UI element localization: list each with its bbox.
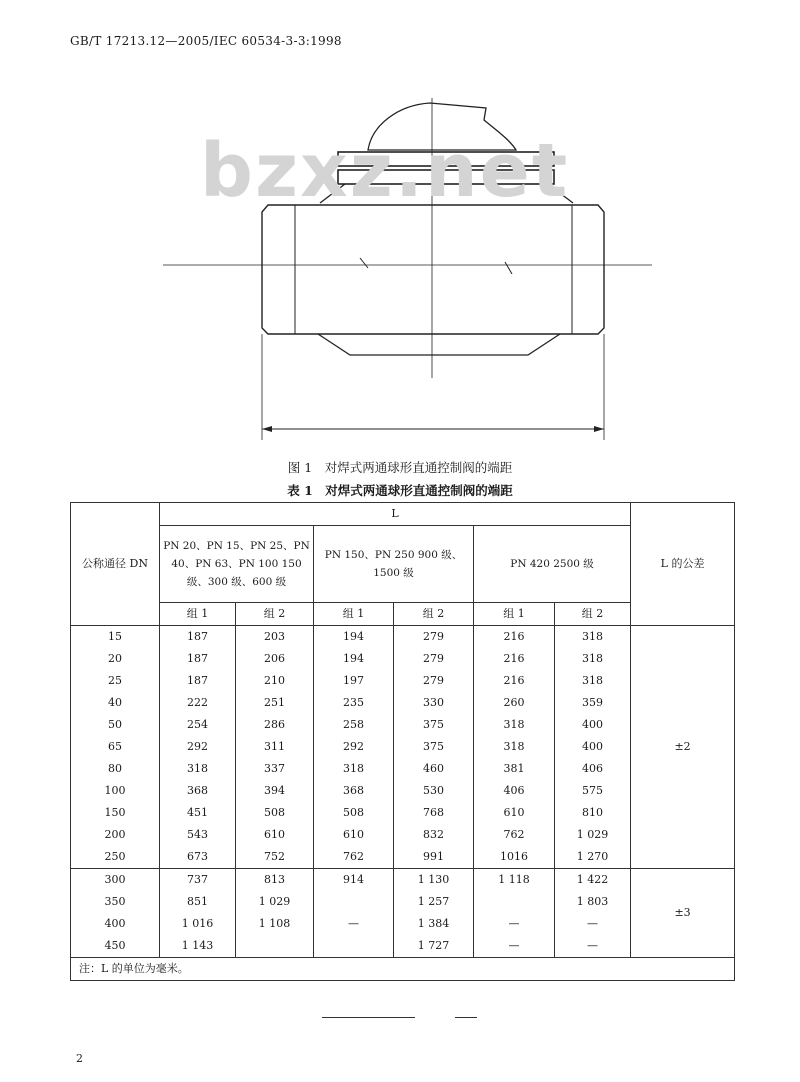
dn-cell: 25 bbox=[71, 670, 160, 692]
value-cell bbox=[314, 891, 394, 913]
value-cell: 1 384 bbox=[394, 913, 474, 935]
standard-number-header: GB/T 17213.12—2005/IEC 60534-3-3:1998 bbox=[70, 34, 342, 48]
value-cell: 279 bbox=[394, 648, 474, 670]
value-cell: 1 270 bbox=[555, 846, 631, 869]
value-cell: 406 bbox=[474, 780, 555, 802]
sub-header: 组 2 bbox=[236, 603, 314, 626]
value-cell: 400 bbox=[555, 714, 631, 736]
value-cell: 292 bbox=[314, 736, 394, 758]
pn-group-1-header: PN 20、PN 15、PN 25、PN 40、PN 63、PN 100 150 级、300 级、600 级 bbox=[160, 526, 314, 603]
figure-caption: 图 1 对焊式两通球形直通控制阀的端距 bbox=[287, 460, 513, 475]
dn-cell: 400 bbox=[71, 913, 160, 935]
value-cell: 673 bbox=[160, 846, 236, 869]
value-cell: 197 bbox=[314, 670, 394, 692]
value-cell: 1 108 bbox=[236, 913, 314, 935]
value-cell: 279 bbox=[394, 670, 474, 692]
value-cell: 610 bbox=[314, 824, 394, 846]
value-cell: 530 bbox=[394, 780, 474, 802]
value-cell bbox=[474, 891, 555, 913]
value-cell: 216 bbox=[474, 648, 555, 670]
separator-line bbox=[322, 1017, 415, 1018]
value-cell: 1 803 bbox=[555, 891, 631, 913]
value-cell: 508 bbox=[314, 802, 394, 824]
value-cell: 1 727 bbox=[394, 935, 474, 958]
value-cell: 187 bbox=[160, 626, 236, 649]
end-distance-table bbox=[70, 502, 735, 981]
value-cell: 222 bbox=[160, 692, 236, 714]
value-cell bbox=[236, 935, 314, 958]
value-cell: 330 bbox=[394, 692, 474, 714]
value-cell: 543 bbox=[160, 824, 236, 846]
value-cell: 368 bbox=[314, 780, 394, 802]
table-row bbox=[71, 626, 735, 649]
value-cell: 1 130 bbox=[394, 869, 474, 892]
value-cell: 737 bbox=[160, 869, 236, 892]
value-cell: 1 143 bbox=[160, 935, 236, 958]
value-cell: 991 bbox=[394, 846, 474, 869]
value-cell: 1 118 bbox=[474, 869, 555, 892]
value-cell: — bbox=[314, 913, 394, 935]
value-cell: 194 bbox=[314, 648, 394, 670]
value-cell: 508 bbox=[236, 802, 314, 824]
watermark: bzxz.net bbox=[200, 128, 570, 214]
value-cell: 406 bbox=[555, 758, 631, 780]
value-cell: 375 bbox=[394, 736, 474, 758]
value-cell: 203 bbox=[236, 626, 314, 649]
tolerance-cell: ±2 bbox=[631, 626, 735, 869]
value-cell: 318 bbox=[555, 626, 631, 649]
value-cell: 832 bbox=[394, 824, 474, 846]
table-row bbox=[71, 869, 735, 892]
value-cell: 460 bbox=[394, 758, 474, 780]
value-cell: — bbox=[474, 913, 555, 935]
value-cell: 394 bbox=[236, 780, 314, 802]
value-cell: 279 bbox=[394, 626, 474, 649]
value-cell: 914 bbox=[314, 869, 394, 892]
value-cell: 206 bbox=[236, 648, 314, 670]
dn-cell: 80 bbox=[71, 758, 160, 780]
value-cell: 318 bbox=[474, 736, 555, 758]
dn-cell: 15 bbox=[71, 626, 160, 649]
L-header: L bbox=[160, 503, 631, 526]
value-cell: 813 bbox=[236, 869, 314, 892]
value-cell: 216 bbox=[474, 670, 555, 692]
value-cell: 1 029 bbox=[555, 824, 631, 846]
sub-header: 组 1 bbox=[314, 603, 394, 626]
sub-header: 组 1 bbox=[474, 603, 555, 626]
separator-line bbox=[455, 1017, 477, 1018]
value-cell: 368 bbox=[160, 780, 236, 802]
value-cell: 359 bbox=[555, 692, 631, 714]
value-cell: 1 029 bbox=[236, 891, 314, 913]
value-cell: 610 bbox=[474, 802, 555, 824]
dn-cell: 350 bbox=[71, 891, 160, 913]
value-cell bbox=[314, 935, 394, 958]
value-cell: 337 bbox=[236, 758, 314, 780]
value-cell: 851 bbox=[160, 891, 236, 913]
value-cell: 286 bbox=[236, 714, 314, 736]
value-cell: — bbox=[474, 935, 555, 958]
value-cell: 400 bbox=[555, 736, 631, 758]
sub-header: 组 1 bbox=[160, 603, 236, 626]
value-cell: 311 bbox=[236, 736, 314, 758]
value-cell: 210 bbox=[236, 670, 314, 692]
value-cell: 318 bbox=[160, 758, 236, 780]
valve-end-distance-figure bbox=[0, 0, 800, 460]
value-cell: 375 bbox=[394, 714, 474, 736]
dn-header: 公称通径 DN bbox=[71, 503, 160, 626]
dn-cell: 200 bbox=[71, 824, 160, 846]
value-cell: 1 257 bbox=[394, 891, 474, 913]
value-cell: 610 bbox=[236, 824, 314, 846]
dn-cell: 450 bbox=[71, 935, 160, 958]
value-cell: 187 bbox=[160, 670, 236, 692]
pn-group-3-header: PN 420 2500 级 bbox=[474, 526, 631, 603]
value-cell: 762 bbox=[474, 824, 555, 846]
value-cell: 194 bbox=[314, 626, 394, 649]
value-cell: 260 bbox=[474, 692, 555, 714]
value-cell: 254 bbox=[160, 714, 236, 736]
value-cell: 1016 bbox=[474, 846, 555, 869]
value-cell: 216 bbox=[474, 626, 555, 649]
dn-cell: 50 bbox=[71, 714, 160, 736]
value-cell: 762 bbox=[314, 846, 394, 869]
value-cell: 251 bbox=[236, 692, 314, 714]
dn-cell: 20 bbox=[71, 648, 160, 670]
tolerance-header: L 的公差 bbox=[631, 503, 735, 626]
value-cell: 235 bbox=[314, 692, 394, 714]
value-cell: 318 bbox=[555, 670, 631, 692]
value-cell: 292 bbox=[160, 736, 236, 758]
table-caption: 表 1 对焊式两通球形直通控制阀的端距 bbox=[287, 483, 513, 498]
value-cell: 752 bbox=[236, 846, 314, 869]
value-cell: 318 bbox=[474, 714, 555, 736]
dn-cell: 100 bbox=[71, 780, 160, 802]
value-cell: 381 bbox=[474, 758, 555, 780]
value-cell: 318 bbox=[314, 758, 394, 780]
sub-header: 组 2 bbox=[394, 603, 474, 626]
value-cell: 1 016 bbox=[160, 913, 236, 935]
value-cell: 318 bbox=[555, 648, 631, 670]
dn-cell: 65 bbox=[71, 736, 160, 758]
value-cell: 768 bbox=[394, 802, 474, 824]
dn-cell: 250 bbox=[71, 846, 160, 869]
value-cell: 451 bbox=[160, 802, 236, 824]
value-cell: 575 bbox=[555, 780, 631, 802]
value-cell: 258 bbox=[314, 714, 394, 736]
dn-cell: 40 bbox=[71, 692, 160, 714]
value-cell: — bbox=[555, 935, 631, 958]
dn-cell: 300 bbox=[71, 869, 160, 892]
value-cell: 187 bbox=[160, 648, 236, 670]
page-number: 2 bbox=[76, 1052, 83, 1065]
dn-cell: 150 bbox=[71, 802, 160, 824]
value-cell: — bbox=[555, 913, 631, 935]
tolerance-cell: ±3 bbox=[631, 869, 735, 958]
sub-header: 组 2 bbox=[555, 603, 631, 626]
value-cell: 810 bbox=[555, 802, 631, 824]
table-note: 注：L 的单位为毫米。 bbox=[71, 958, 735, 981]
value-cell: 1 422 bbox=[555, 869, 631, 892]
pn-group-2-header: PN 150、PN 250 900 级、1500 级 bbox=[314, 526, 474, 603]
